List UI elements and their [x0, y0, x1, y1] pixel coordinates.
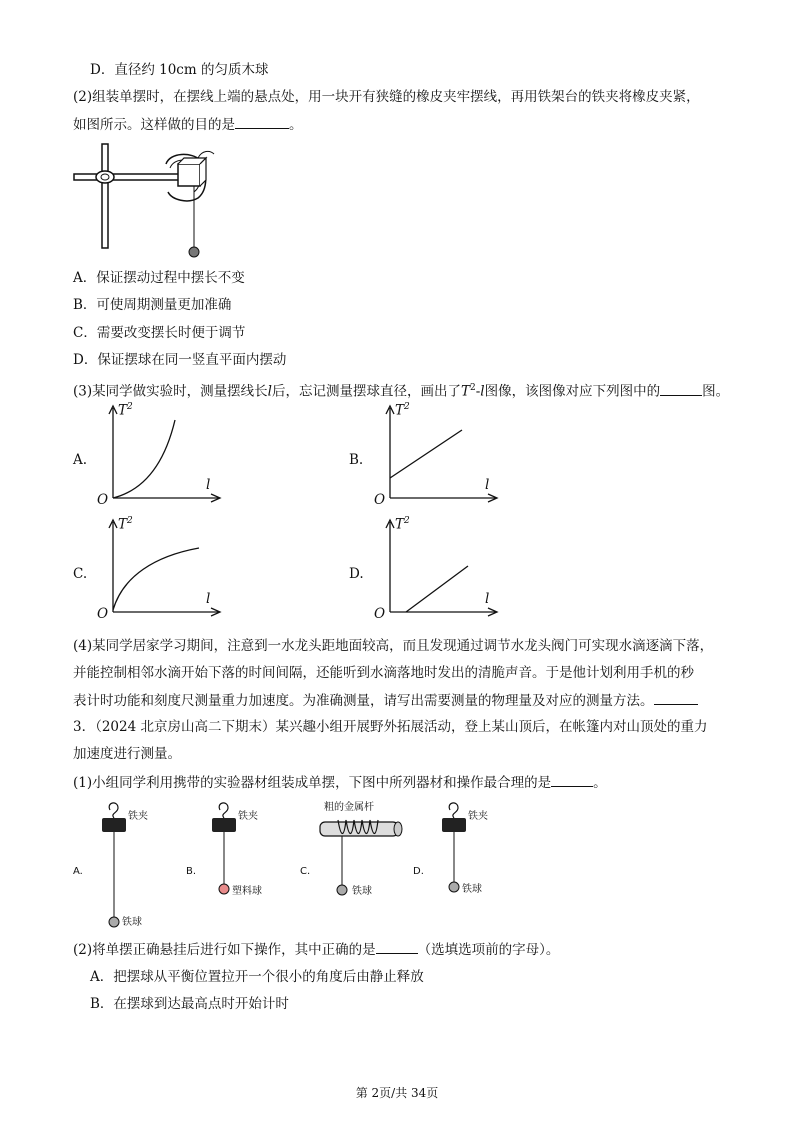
- q3-part2-end: （选填选项前的字母）。: [417, 942, 560, 958]
- graph-c-origin: O: [97, 606, 109, 622]
- q3-p2-option-a: A．把摆球从平衡位置拉开一个很小的角度后由静止释放: [90, 969, 424, 985]
- p2-option-c: C．需要改变摆长时便于调节: [73, 325, 246, 341]
- setup-c-rod-label: 粗的金属杆: [324, 802, 374, 813]
- setup-b-option: B.: [186, 866, 197, 877]
- q3-part1: [73, 772, 607, 793]
- q3-part2: [73, 939, 559, 960]
- graph-d-y-label: $T^2$: [395, 516, 410, 533]
- graph-d-x-label: l: [485, 591, 490, 607]
- part2-line1: (2)组装单摆时，在摆线上端的悬点处，用一块开有狭缝的橡皮夹牢摆线，再用铁架台的铁夹将橡皮夹紧，: [73, 89, 700, 105]
- p2-option-b: B．可使周期测量更加准确: [73, 297, 232, 313]
- graph-c: [95, 516, 225, 626]
- setup-c-ball-label: 铁球: [352, 886, 372, 897]
- part3-var-l: l: [267, 383, 272, 400]
- part2-line2: [73, 114, 303, 135]
- setup-d-clamp-label: 铁夹: [468, 811, 488, 822]
- part3-answer-blank[interactable]: [660, 381, 702, 396]
- option-d-wood-ball: D．直径约 10cm 的匀质木球: [90, 62, 269, 78]
- part3-text-c: 图像，该图像对应下列图中的: [484, 383, 661, 400]
- q3-line1: 3．（2024 北京房山高二下期末）某兴趣小组开展野外拓展活动，登上某山顶后，在帐篷内对山顶处的重力: [73, 719, 708, 735]
- q3-p2-option-b: B．在摆球到达最高点时开始计时: [90, 996, 289, 1012]
- part2-line2-text: 如图所示。这样做的目的是: [73, 117, 235, 133]
- part3-question: [73, 378, 729, 402]
- q3-part1-answer-blank[interactable]: [551, 772, 593, 787]
- part4-line2: 并能控制相邻水滴开始下落的时间间隔，还能听到水滴落地时发出的清脆声音。于是他计划利用手机的秒: [73, 665, 694, 681]
- q3-line2: 加速度进行测量。: [73, 746, 181, 762]
- setup-b-ball-label: 塑料球: [232, 886, 262, 897]
- part3-end: 图。: [702, 383, 730, 400]
- graph-a-origin: O: [97, 492, 109, 508]
- setup-d-option: D.: [413, 866, 424, 877]
- setup-a-ball-label: 铁球: [122, 917, 142, 928]
- q3-part2-text: (2)将单摆正确悬挂后进行如下操作，其中正确的是: [73, 942, 376, 958]
- part3-var-T: T: [460, 383, 470, 400]
- graph-c-option: C.: [73, 566, 88, 582]
- graph-a: [95, 402, 225, 512]
- graph-d-option: D.: [349, 566, 364, 582]
- graph-a-y-label: $T^2$: [118, 402, 133, 419]
- part3-text-a: (3)某同学做实验时，测量摆线长: [73, 383, 268, 400]
- part4-line3-text: 表计时功能和刻度尺测量重力加速度。为准确测量，请写出需要测量的物理量及对应的测量方法。: [73, 693, 654, 709]
- clamp-figure: [70, 142, 220, 262]
- part4-line3: [73, 690, 698, 711]
- setup-d-ball-label: 铁球: [462, 884, 482, 895]
- graph-d-origin: O: [374, 606, 386, 622]
- part3-dash: -: [475, 383, 481, 400]
- graph-c-y-label: $T^2$: [118, 516, 133, 533]
- page-footer: 第 2页/共 34页: [355, 1086, 439, 1100]
- part4-answer-blank[interactable]: [654, 690, 698, 705]
- graph-b: [372, 402, 502, 512]
- q3-part2-answer-blank[interactable]: [376, 939, 418, 954]
- graph-c-x-label: l: [206, 591, 211, 607]
- p2-option-d: D．保证摆球在同一竖直平面内摆动: [73, 352, 287, 368]
- p2-option-a: A．保证摆动过程中摆长不变: [73, 270, 245, 286]
- graph-b-x-label: l: [485, 477, 490, 493]
- part3-var-l2: l: [480, 383, 485, 400]
- part4-line1: (4)某同学居家学习期间，注意到一水龙头距地面较高，而且发现通过调节水龙头阀门可实现水滴逐滴下落，: [73, 638, 714, 654]
- graph-d: [372, 516, 502, 626]
- graph-a-option: A.: [73, 452, 88, 468]
- graph-b-y-label: $T^2$: [395, 402, 410, 419]
- graph-a-x-label: l: [206, 477, 211, 493]
- q3-part1-text: (1)小组同学利用携带的实验器材组装成单摆，下图中所列器材和操作最合理的是: [73, 775, 552, 791]
- part3-text-b: 后，忘记测量摆球直径，画出了: [271, 383, 461, 400]
- part2-line2-end: 。: [289, 117, 303, 133]
- setup-c-option: C.: [300, 866, 311, 877]
- part3-sup: 2: [469, 383, 476, 393]
- graph-b-origin: O: [374, 492, 386, 508]
- setup-b-clamp-label: 铁夹: [238, 811, 258, 822]
- q3-part1-end: 。: [593, 775, 607, 791]
- graph-b-option: B.: [349, 452, 364, 468]
- setup-a-option: A.: [73, 866, 83, 877]
- setup-a-clamp-label: 铁夹: [128, 811, 148, 822]
- answer-blank[interactable]: [235, 114, 289, 129]
